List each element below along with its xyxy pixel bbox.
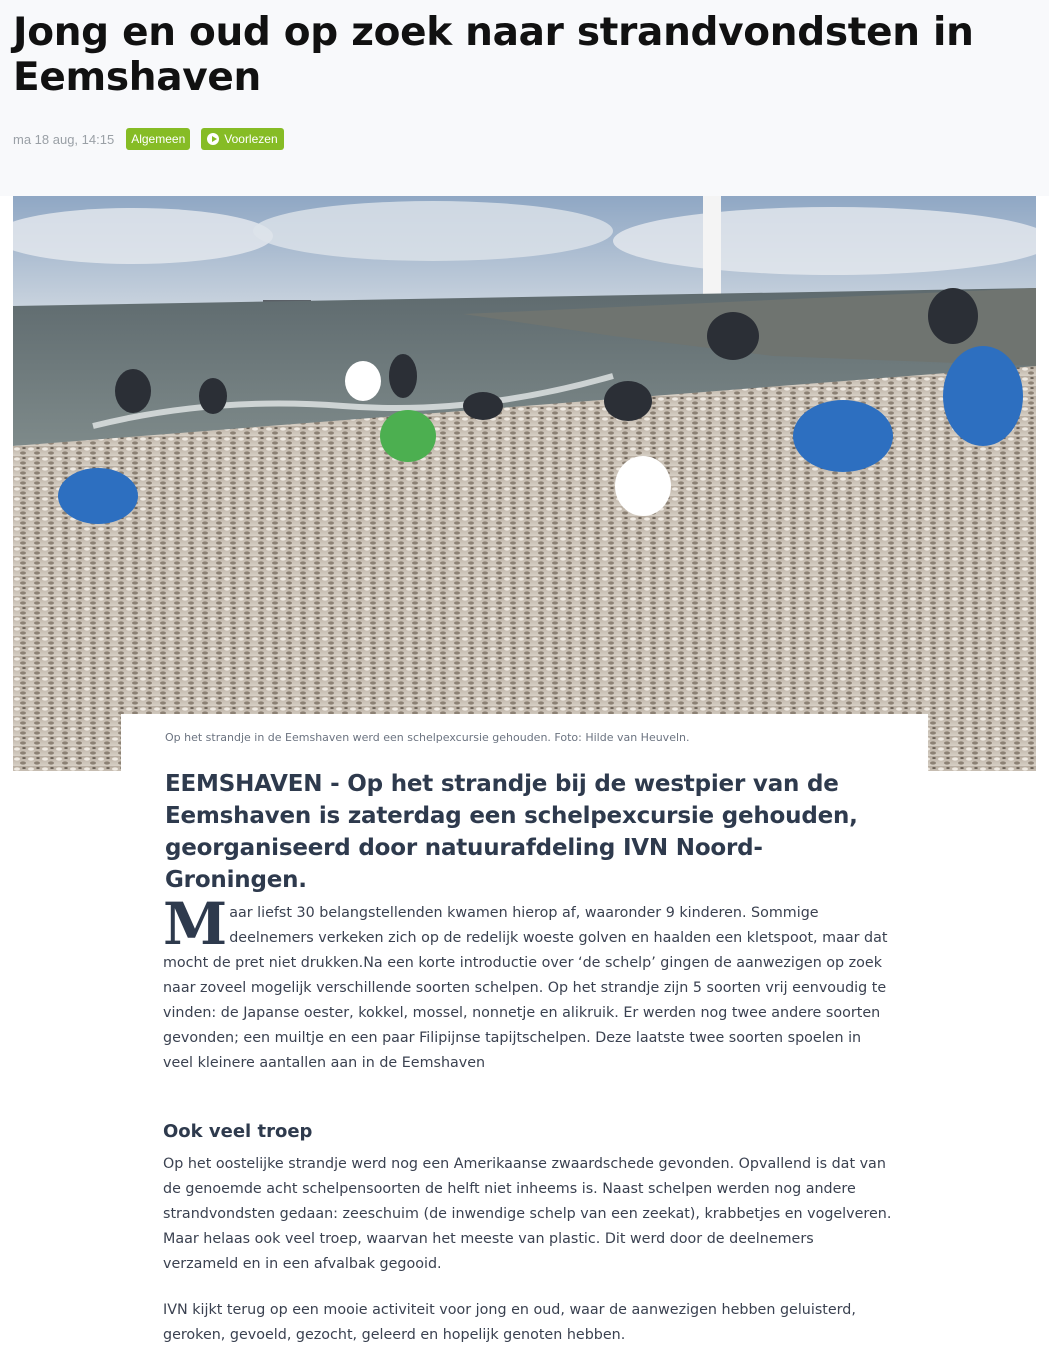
article-lead: EEMSHAVEN - Op het strandje bij de westpier van de Eemshaven is zaterdag een schelpexcursie gehouden, georganiseerd door natuurafdeling IVN Noord-Groningen. [165,771,858,893]
category-badge[interactable]: Algemeen [126,128,190,150]
paragraph-2: Op het oostelijke strandje werd nog een Amerikaanse zwaardschede gevonden. Opvallend is dat van de genoemde acht schelpensoorten de helft niet inheems is. Naast schelpen werden nog andere strandvondsten gedaan: zeeschuim (de inwendige schelp van een zeekat), krabbetjes en vogelveren. Maar helaas ook veel troep, waarvan het meeste van plastic. Dit werd door de deelnemers verzameld en in een afvalbak gegooid. [163,1156,892,1272]
beach-photo-illustration [13,196,1036,771]
paragraph-1-text: aar liefst 30 belangstellenden kwamen hierop af, waaronder 9 kinderen. Sommige deelnemers verkeken zich op de redelijk woeste golven en haalden een kletspoot, maar dat mocht de pret niet drukken.Na een korte introductie over ‘de schelp’ gingen de aanwezigen op zoek naar zoveel mogelijk verschillende soorten schelpen. Op het strandje zijn 5 soorten vrij eenvoudig te vinden: de Japanse oester, kokkel, mossel, nonnetje en alikruik. Er werden nog twee andere soorten gevonden; een muiltje en een paar Filipijnse tapijtschelpen. Deze laatste twee soorten spoelen in veel kleinere aantallen aan in de Eemshaven [163,905,888,1071]
subheading: Ook veel troep [163,1121,313,1142]
article-title: Jong en oud op zoek naar strandvondsten in Eemshaven [13,10,974,100]
caption-box [121,714,928,774]
paragraph-3: IVN kijkt terug op een mooie activiteit voor jong en oud, waar de aanwezigen hebben geluisterd, geroken, gevoeld, gezocht, geleerd en hopelijk genoten hebben. [163,1302,856,1343]
publish-date: ma 18 aug, 14:15 [13,131,115,147]
play-icon [207,133,219,145]
read-aloud-button[interactable] [201,128,283,150]
read-aloud-label: Voorlezen [224,132,278,146]
paragraph-1 [163,890,893,1076]
photo-caption: Op het strandje in de Eemshaven werd een schelpexcursie gehouden. Foto: Hilde van Heuveln. [165,731,690,744]
drop-cap: M [163,890,228,958]
article-photo [13,196,1036,771]
article-meta [13,127,295,151]
